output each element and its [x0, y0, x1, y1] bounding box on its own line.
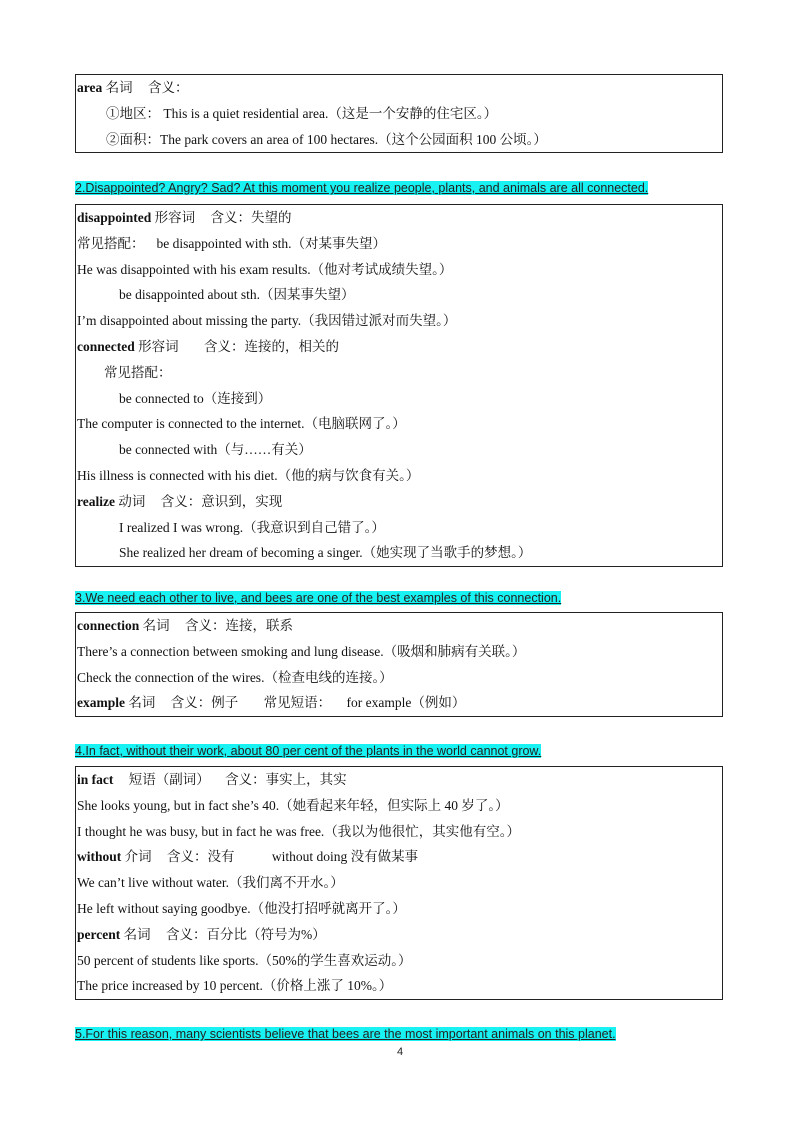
vocab-box-connection — [75, 612, 723, 717]
meaning: 含义：连接，联系 — [185, 618, 293, 633]
collocation-line — [76, 231, 722, 257]
word: in fact — [77, 772, 114, 787]
meaning: 含义：连接的，相关的 — [204, 338, 339, 354]
part-of-speech: 形容词 — [138, 338, 179, 354]
word: connection — [77, 618, 140, 633]
example-line: Check the connection of the wires.（检查电线的连接。） — [77, 669, 393, 685]
example-line: I realized I was wrong.（我意识到自己错了。） — [119, 519, 385, 535]
collocation-line: be disappointed about sth.（因某事失望） — [119, 287, 355, 303]
sentence-heading-5: 5.For this reason, many scientists believe that bees are the most important animals on this planet. — [75, 1027, 616, 1041]
vocab-box-disappointed — [75, 204, 723, 567]
example-line: I’m disappointed about missing the party.（我因错过派对而失望。） — [77, 313, 457, 329]
word: example — [77, 695, 125, 711]
example-line: There’s a connection between smoking and lung disease.（吸烟和肺病有关联。） — [77, 643, 526, 659]
example-line: She looks young, but in fact she’s 40.（她看起来年轻，但实际上 40 岁了。） — [77, 797, 509, 813]
meaning: 含义：意识到，实现 — [160, 493, 283, 509]
meaning: 含义： — [148, 80, 189, 95]
meaning: 含义：百分比（符号为%） — [166, 926, 326, 942]
vocab-box-area — [75, 74, 723, 153]
word: realize — [77, 493, 115, 509]
meaning: 含义：失望的 — [210, 210, 292, 225]
example-line: The price increased by 10 percent.（价格上涨了 10%。） — [77, 978, 393, 994]
part-of-speech: 名词 — [128, 695, 156, 711]
word: percent — [77, 926, 121, 942]
collocation-label: 常见搭配： — [104, 364, 172, 380]
entry-header — [76, 844, 722, 870]
word: area — [77, 80, 103, 95]
example-line: His illness is connected with his diet.（他的病与饮食有关。） — [77, 467, 420, 483]
sense-line: ②面积：The park covers an area of 100 hectares.（这个公园面积 100 公顷。） — [106, 131, 547, 147]
example-line: I thought he was busy, but in fact he was free.（我以为他很忙，其实他有空。） — [77, 823, 521, 839]
part-of-speech: 动词 — [118, 493, 146, 509]
example-line: He was disappointed with his exam results.（他对考试成绩失望。） — [77, 261, 453, 277]
entry-header — [76, 690, 722, 716]
word: connected — [77, 338, 135, 354]
phrase: without doing 没有做某事 — [271, 849, 419, 865]
example-line: She realized her dream of becoming a singer.（她实现了当歌手的梦想。） — [119, 545, 532, 561]
word: without — [77, 849, 122, 865]
entry-header — [76, 767, 722, 793]
example-line: We can’t live without water.（我们离不开水。） — [77, 875, 344, 891]
entry-header — [76, 205, 722, 231]
entry-header — [76, 334, 722, 360]
collocation-line: be connected with（与……有关） — [119, 442, 312, 458]
part-of-speech: 形容词 — [154, 210, 196, 225]
phrase-label: 常见短语： — [263, 695, 332, 711]
meaning: 含义：例子 — [170, 695, 239, 711]
part-of-speech: 名词 — [123, 926, 151, 942]
word: disappointed — [77, 210, 152, 225]
sentence-heading-3: 3.We need each other to live, and bees are one of the best examples of this connection. — [75, 591, 562, 605]
meaning: 含义：没有 — [167, 849, 235, 865]
part-of-speech: 介词 — [124, 849, 152, 865]
collocation: be disappointed with sth.（对某事失望） — [156, 235, 386, 251]
collocation-label: 常见搭配： — [77, 235, 145, 251]
phrase: for example（例如） — [346, 695, 466, 711]
part-of-speech: 名词 — [142, 618, 170, 633]
entry-header — [76, 489, 722, 515]
sense-line: ①地区： This is a quiet residential area.（这是一个安静的住宅区。） — [106, 105, 498, 121]
part-of-speech: 短语（副词） — [128, 772, 210, 787]
example-line: The computer is connected to the internet.（电脑联网了。） — [77, 416, 406, 432]
page-number: 4 — [396, 1046, 404, 1058]
example-line: 50 percent of students like sports.（50%的学生喜欢运动。） — [77, 952, 412, 968]
collocation-line: be connected to（连接到） — [119, 390, 272, 406]
sentence-heading-4: 4.In fact, without their work, about 80 per cent of the plants in the world cannot grow. — [75, 744, 542, 758]
example-line: He left without saying goodbye.（他没打招呼就离开了。） — [77, 900, 406, 916]
meaning: 含义：事实上，其实 — [225, 772, 347, 787]
sentence-heading-2: 2.Disappointed? Angry? Sad? At this moment you realize people, plants, and animals are all connected. — [75, 181, 649, 195]
vocab-box-in-fact — [75, 766, 723, 1000]
entry-header — [76, 922, 722, 948]
entry-header — [76, 75, 722, 101]
entry-header — [76, 613, 722, 639]
part-of-speech: 名词 — [105, 80, 133, 95]
